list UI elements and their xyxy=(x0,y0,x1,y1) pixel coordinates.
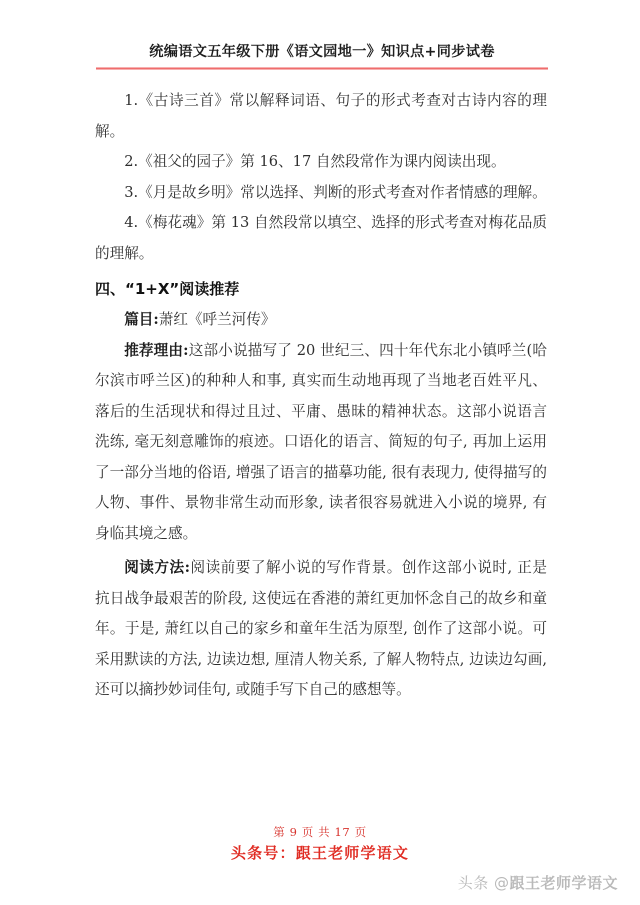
document-header xyxy=(96,42,548,70)
header-divider xyxy=(96,67,548,70)
recommendation-text: 这部小说描写了 20 世纪三、四十年代东北小镇呼兰(哈尔滨市呼兰区)的种种人和事, 真实而生动地再现了当地老百姓平凡、落后的生活现状和得过且过、平庸、愚昧的精神状态。这部小说语言洗练, 毫无刻意雕饰的痕迹。口语化的语言、简短的句子, 再加上运用了一部分当地的俗语, 增强了语言的描摹功能, 很有表现力, 使得描写的人物、事件、景物非常生动而形象, 读者很容易就进入小说的境界, 有身临其境之感。 xyxy=(95,341,547,542)
document-title: 统编语文五年级下册《语文园地一》知识点+同步试卷 xyxy=(149,44,495,60)
numbered-item-1: 1.《古诗三首》常以解释词语、句子的形式考查对古诗内容的理解。 xyxy=(95,92,547,140)
entry-label: 篇目: xyxy=(124,311,159,328)
section-heading: 四、“1+X”阅读推荐 xyxy=(95,280,240,298)
page-number: 第 9 页 共 17 页 xyxy=(273,825,367,839)
document-body xyxy=(95,86,547,706)
reading-method-paragraph xyxy=(95,553,547,706)
reading-method-label: 阅读方法: xyxy=(124,559,190,576)
reading-method-text: 阅读前要了解小说的写作背景。创作这部小说时, 正是抗日战争最艰苦的阶段, 这使远在香港的萧红更加怀念自己的故乡和童年。于是, 萧红以自己的家乡和童年生活为原型, 创作了这部小说。可采用默读的方法, 边读边想, 厘清人物关系, 了解人物特点, 边读边勾画, 还可以摘抄妙词佳句, 或随手写下自己的感想等。 xyxy=(95,559,547,698)
page-footer xyxy=(0,824,640,864)
recommendation-paragraph xyxy=(95,336,547,550)
watermark-brand: 跟王老师学语文 xyxy=(509,874,618,892)
author-byline: 头条号：跟王老师学语文 xyxy=(230,844,410,862)
watermark-prefix: 头条 @ xyxy=(457,874,510,892)
numbered-item-4: 4.《梅花魂》第 13 自然段常以填空、选择的形式考查对梅花品质的理解。 xyxy=(95,214,547,262)
numbered-item-2: 2.《祖父的园子》第 16、17 自然段常作为课内阅读出现。 xyxy=(124,153,506,170)
entry-value: 萧红《呼兰河传》 xyxy=(158,311,276,328)
numbered-item-3: 3.《月是故乡明》常以选择、判断的形式考查对作者情感的理解。 xyxy=(124,183,547,201)
entry-line xyxy=(95,305,547,336)
recommendation-label: 推荐理由: xyxy=(124,341,189,359)
watermark xyxy=(458,872,618,893)
